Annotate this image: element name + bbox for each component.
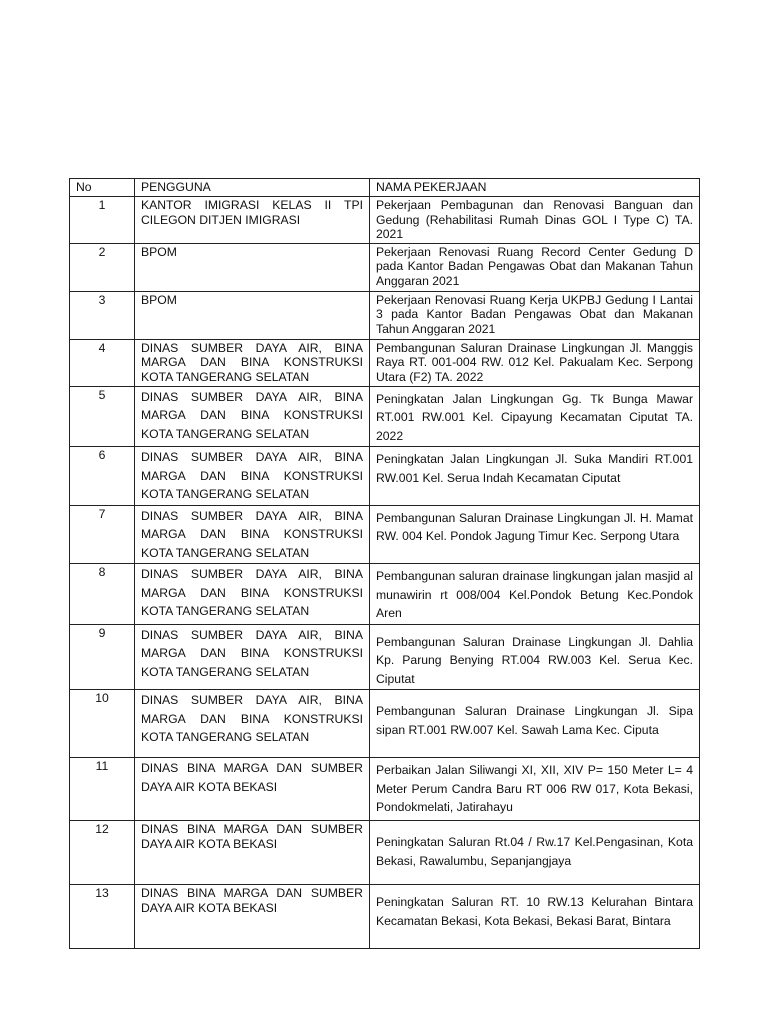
table-row [70,243,700,291]
table-row [70,821,700,885]
row-pekerjaan: Peningkatan Saluran Rt.04 / Rw.17 Kel.Pengasinan, Kota Bekasi, Rawalumbu, Sepanjangjaya [370,821,700,885]
table-row [70,197,700,244]
row-number: 12 [70,821,135,885]
header-nama-pekerjaan: NAMA PEKERJAAN [370,179,700,197]
row-number: 2 [70,243,135,291]
row-pengguna: DINAS SUMBER DAYA AIR, BINA MARGA DAN BINA KONSTRUKSI KOTA TANGERANG SELATAN [135,690,370,758]
row-number: 3 [70,291,135,339]
row-pengguna: BPOM [135,291,370,339]
table-row [70,386,700,447]
row-pekerjaan: Pembangunan Saluran Drainase Lingkungan Jl. Manggis Raya RT. 001-004 RW. 012 Kel. Pakualam Kec. Serpong Utara (F2) TA. 2022 [370,339,700,386]
row-number: 4 [70,339,135,386]
row-number: 8 [70,564,135,625]
row-pengguna: DINAS SUMBER DAYA AIR, BINA MARGA DAN BINA KONSTRUKSI KOTA TANGERANG SELATAN [135,339,370,386]
row-pekerjaan: Pembangunan Saluran Drainase Lingkungan Jl. Dahlia Kp. Parung Benying RT.004 RW.003 Kel. Serua Kec. Ciputat [370,624,700,690]
table-row [70,339,700,386]
table-row [70,624,700,690]
table-row [70,447,700,506]
row-pekerjaan: Pembangunan saluran drainase lingkungan jalan masjid al munawirin rt 008/004 Kel.Pondok Betung Kec.Pondok Aren [370,564,700,625]
row-pekerjaan: Peningkatan Jalan Lingkungan Gg. Tk Bunga Mawar RT.001 RW.001 Kel. Cipayung Kecamatan Ciputat TA. 2022 [370,386,700,447]
table-row [70,690,700,758]
row-number: 6 [70,447,135,506]
document-page [69,178,699,949]
table-row [70,505,700,564]
row-number: 5 [70,386,135,447]
row-pekerjaan: Peningkatan Saluran RT. 10 RW.13 Kelurahan Bintara Kecamatan Bekasi, Kota Bekasi, Bekasi Barat, Bintara [370,885,700,949]
row-number: 7 [70,505,135,564]
row-number: 9 [70,624,135,690]
header-no: No [70,179,135,197]
table-row [70,885,700,949]
row-pekerjaan: Pembangunan Saluran Drainase Lingkungan Jl. Sipa sipan RT.001 RW.007 Kel. Sawah Lama Kec. Ciputa [370,690,700,758]
row-pekerjaan: Pembangunan Saluran Drainase Lingkungan Jl. H. Mamat RW. 004 Kel. Pondok Jagung Timur Kec. Serpong Utara [370,505,700,564]
row-pekerjaan: Peningkatan Jalan Lingkungan Jl. Suka Mandiri RT.001 RW.001 Kel. Serua Indah Kecamatan Ciputat [370,447,700,506]
row-pengguna: DINAS BINA MARGA DAN SUMBER DAYA AIR KOTA BEKASI [135,758,370,821]
header-pengguna: PENGGUNA [135,179,370,197]
row-pengguna: KANTOR IMIGRASI KELAS II TPI CILEGON DITJEN IMIGRASI [135,197,370,244]
row-pengguna: DINAS SUMBER DAYA AIR, BINA MARGA DAN BINA KONSTRUKSI KOTA TANGERANG SELATAN [135,447,370,506]
table-row [70,291,700,339]
row-pekerjaan: Pekerjaan Pembagunan dan Renovasi Banguan dan Gedung (Rehabilitasi Rumah Dinas GOL I Type C) TA. 2021 [370,197,700,244]
row-pekerjaan: Perbaikan Jalan Siliwangi XI, XII, XIV P= 150 Meter L= 4 Meter Perum Candra Baru RT 006 RW 017, Kota Bekasi, Pondokmelati, Jatirahayu [370,758,700,821]
row-pengguna: DINAS SUMBER DAYA AIR, BINA MARGA DAN BINA KONSTRUKSI KOTA TANGERANG SELATAN [135,624,370,690]
row-number: 13 [70,885,135,949]
table-row [70,564,700,625]
row-number: 11 [70,758,135,821]
table-header-row [70,179,700,197]
row-pekerjaan: Pekerjaan Renovasi Ruang Record Center Gedung D pada Kantor Badan Pengawas Obat dan Makanan Tahun Anggaran 2021 [370,243,700,291]
work-table [69,178,700,949]
row-number: 10 [70,690,135,758]
row-pengguna: DINAS SUMBER DAYA AIR, BINA MARGA DAN BINA KONSTRUKSI KOTA TANGERANG SELATAN [135,505,370,564]
row-pengguna: DINAS BINA MARGA DAN SUMBER DAYA AIR KOTA BEKASI [135,885,370,949]
row-pekerjaan: Pekerjaan Renovasi Ruang Kerja UKPBJ Gedung I Lantai 3 pada Kantor Badan Pengawas Obat dan Makanan Tahun Anggaran 2021 [370,291,700,339]
table-row [70,758,700,821]
row-pengguna: DINAS SUMBER DAYA AIR, BINA MARGA DAN BINA KONSTRUKSI KOTA TANGERANG SELATAN [135,386,370,447]
row-number: 1 [70,197,135,244]
row-pengguna: DINAS SUMBER DAYA AIR, BINA MARGA DAN BINA KONSTRUKSI KOTA TANGERANG SELATAN [135,564,370,625]
row-pengguna: BPOM [135,243,370,291]
row-pengguna: DINAS BINA MARGA DAN SUMBER DAYA AIR KOTA BEKASI [135,821,370,885]
